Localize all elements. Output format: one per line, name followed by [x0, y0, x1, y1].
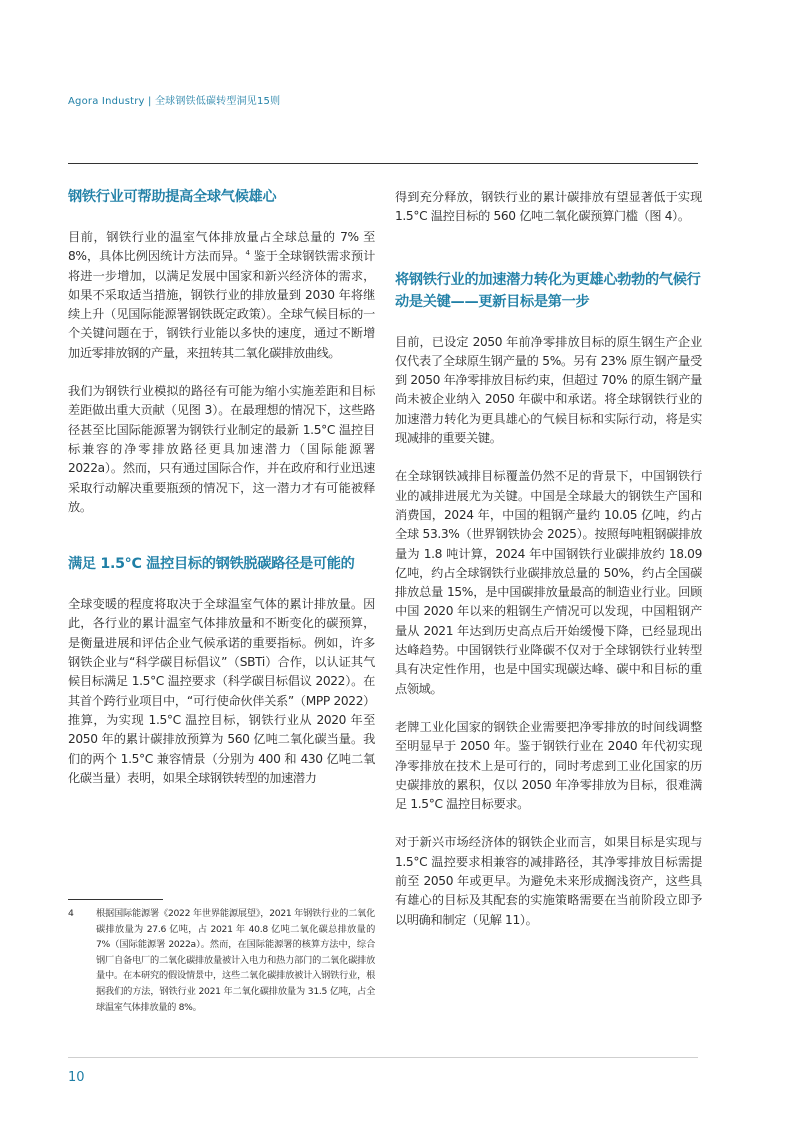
footnote-number: 4 [68, 908, 74, 919]
footnote-reference[interactable]: 4 [245, 249, 250, 258]
paragraph-emerging-markets: 对于新兴市场经济体的钢铁企业而言，如果目标是实现与 1.5°C 温控要求相兼容的减排路径，其净零排放目标需提前至 2050 年或更早。为避免未来形成搁浅资产，这些具有雄心的目标及其配套的实施策略需要在当前阶段立即予以明确和制定（见解 11）。 [395, 835, 702, 927]
paragraph-pathways: 我们为钢铁行业模拟的路径有可能为缩小实施差距和目标差距做出重大贡献（见图 3）。在最理想的情况下，这些路径甚至比国际能源署为钢铁行业制定的最新 1.5°C 温控目标兼容的净零排放路径更具加速潜力（国际能源署 2022a）。然而，只有通过国际合作，并在政府和行业迅速采取行动解决重要瓶颈的情况下，这一潜力才有可能被释放。 [68, 384, 375, 514]
section-heading-climate-ambition: 钢铁行业可帮助提高全球气候雄心 [68, 189, 277, 205]
paragraph-carbon-budget: 全球变暖的程度将取决于全球温室气体的累计排放量。因此，各行业的累计温室气体排放量和不断变化的碳预算，是衡量进展和评估企业气候承诺的重要指标。例如，许多钢铁企业与“科学碳目标倡议”（SBTi）合作，以认证其气候目标满足 1.5°C 温控要求（科学碳目标倡议 2022）。在其首个跨行业项目中，“可行使命伙伴关系”（MPP 2022）推算，为实现 1.5°C 温控目标，钢铁行业从 2020 年至 2050 年的累计碳排放预算为 560 亿吨二氧化碳当量。我们的两个 1.5°C 兼容情景（分别为 400 和 430 亿吨二氧化碳当量）表明，如果全球钢铁转型的加速潜力 [68, 597, 375, 785]
paragraph-continuation: 得到充分释放，钢铁行业的累计碳排放有望显著低于实现 1.5°C 温控目标的 560 亿吨二氧化碳预算门槛（图 4）。 [395, 190, 702, 224]
footnote-text: 根据国际能源署《2022 年世界能源展望》，2021 年钢铁行业的二氧化碳排放量为 27.6 亿吨，占 2021 年 40.8 亿吨二氧化碳总排放量的 7%（国际能源署 2022a）。然而，在国际能源署的核算方法中，综合钢厂自备电厂的二氧化碳排放量被计入电力和热力部门的二氧化碳排放量中。在本研究的假设情景中，这些二氧化碳排放被计入钢铁行业，根据我们的方法，钢铁行业 2021 年二氧化碳排放量为 31.5 亿吨，占全球温室气体排放量的 8%。 [96, 908, 375, 1013]
header-divider [68, 163, 698, 164]
right-column [395, 188, 702, 930]
section-heading-decarbonization-pathway: 满足 1.5°C 温控目标的钢铁脱碳路径是可能的 [68, 556, 355, 573]
paragraph-text: 目前，钢铁行业的温室气体排放量占全球总量的 7% 至 8%，具体比例因统计方法而异。 [68, 230, 375, 264]
paragraph-text: 鉴于全球钢铁需求预计将进一步增加，以满足发展中国家和新兴经济体的需求，如果不采取适当措施，钢铁行业的排放量到 2030 年将继续上升（见国际能源署钢铁既定政策）。全球气候目标的一个关键问题在于，钢铁行业能以多快的速度，通过不断增加近零排放钢的产量，来扭转其二氧化碳排放曲线。 [68, 249, 375, 360]
footnote [68, 906, 375, 1015]
section-heading-climate-action: 将钢铁行业的加速潜力转化为更雄心勃勃的气候行动是关键——更新目标是第一步 [395, 271, 701, 310]
running-header: Agora Industry | 全球钢铁低碳转型洞见15则 [68, 96, 281, 107]
footer-divider [68, 1057, 698, 1058]
paragraph-net-zero-targets: 目前，已设定 2050 年前净零排放目标的原生钢生产企业仅代表了全球原生钢产量的 5%。另有 23% 原生钢产量受到 2050 年净零排放目标约束，但超过 70% 的原生钢产量尚未被企业纳入 2050 年碳中和承诺。将全球钢铁行业的加速潜力转化为更具雄心的气候目标和实际行动，将是实现减排的重要关键。 [395, 334, 702, 446]
page-number: 10 [68, 1070, 85, 1085]
footnote-divider [68, 899, 163, 900]
left-column [68, 186, 375, 788]
paragraph-emissions-share [68, 228, 375, 363]
paragraph-industrialized-countries: 老牌工业化国家的钢铁企业需要把净零排放的时间线调整至明显早于 2050 年。鉴于钢铁行业在 2040 年代初实现净零排放在技术上是可行的，同时考虑到工业化国家的历史碳排放的累积，仅以 2050 年净零排放为目标，很难满足 1.5°C 温控目标要求。 [395, 719, 702, 812]
paragraph-china-steel: 在全球钢铁减排目标覆盖仍然不足的背景下，中国钢铁行业的减排进展尤为关键。中国是全球最大的钢铁生产国和消费国，2024 年，中国的粗钢产量约 10.05 亿吨，约占全球 53.3%（世界钢铁协会 2025）。按照每吨粗钢碳排放量为 1.8 吨计算，2024 年中国钢铁行业碳排放约 18.09 亿吨，约占全球钢铁行业碳排放总量的 50%，约占全国碳排放总量 15%，是中国碳排放量最高的制造业行业。回顾中国 2020 年以来的粗钢生产情况可以发现，中国粗钢产量从 2021 年达到历史高点后开始缓慢下降，已经显现出达峰趋势。中国钢铁行业降碳不仅对于全球钢铁行业转型具有决定性作用，也是中国实现碳达峰、碳中和目标的重点领域。 [395, 469, 702, 696]
